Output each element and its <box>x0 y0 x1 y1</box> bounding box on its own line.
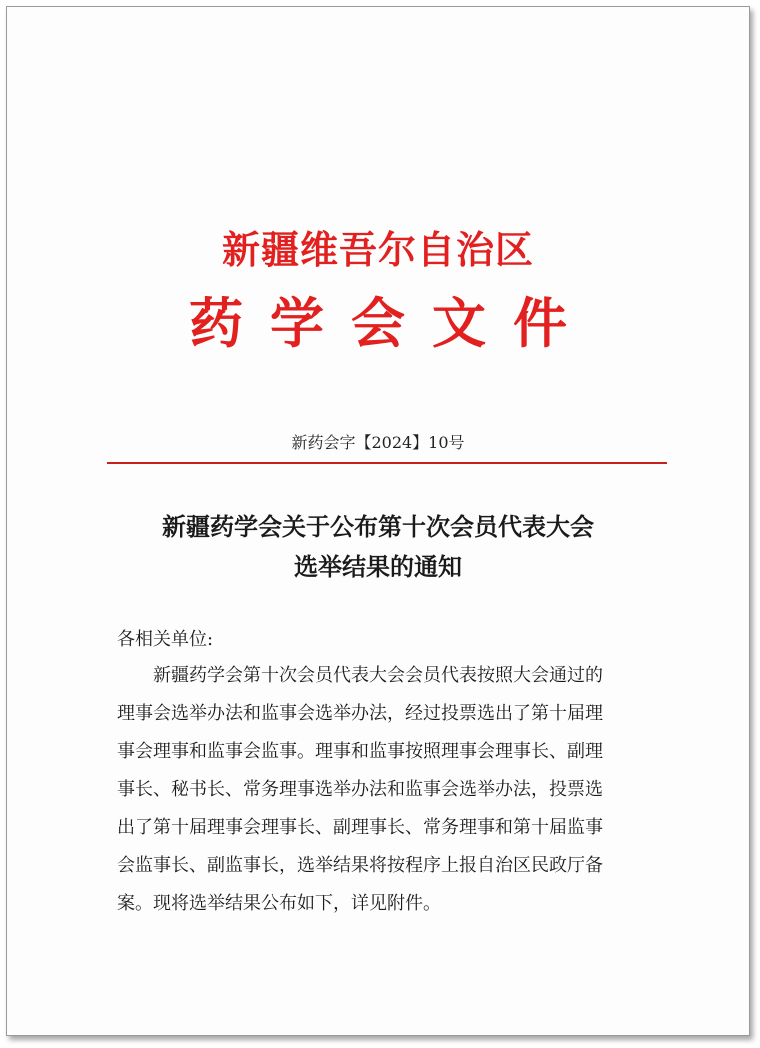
title-line: 新疆药学会关于公布第十次会员代表大会 <box>162 512 594 541</box>
salutation: 各相关单位: <box>117 629 214 650</box>
document-title <box>7 507 749 587</box>
org-name-line2: 药学会文件 <box>189 291 594 355</box>
body-text <box>117 657 662 923</box>
body-line: 新疆药学会第十次会员代表大会会员代表按照大会通过的 <box>153 665 603 686</box>
document-number: 新药会字【2024】10号 <box>291 433 465 452</box>
body-line: 事会理事和监事会监事。理事和监事按照理事会理事长、副理 <box>117 741 603 762</box>
org-name-line1: 新疆维吾尔自治区 <box>221 227 534 272</box>
body-line: 事长、秘书长、常务理事选举办法和监事会选举办法，投票选 <box>117 779 603 800</box>
body-line: 出了第十届理事会理事长、副理事长、常务理事和第十届监事 <box>117 817 603 838</box>
red-divider <box>107 462 667 464</box>
body-line: 会监事长、副监事长，选举结果将按程序上报自治区民政厅备 <box>117 855 603 876</box>
title-line: 选举结果的通知 <box>294 552 462 581</box>
body-line: 案。现将选举结果公布如下，详见附件。 <box>117 893 441 914</box>
body-line: 理事会选举办法和监事会选举办法，经过投票选出了第十届理 <box>117 703 603 724</box>
document-page <box>6 6 750 1036</box>
